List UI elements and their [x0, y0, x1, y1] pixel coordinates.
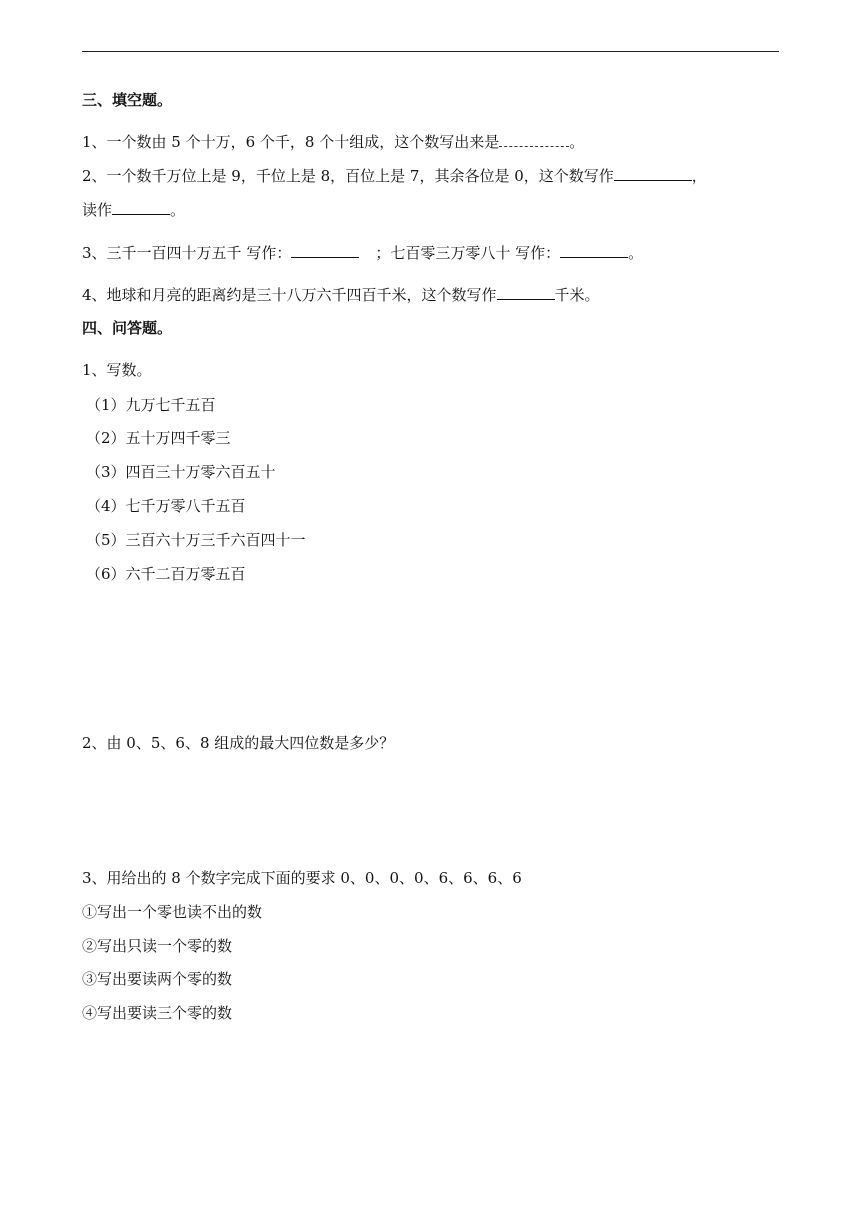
list-item: （3）四百三十万零六百五十: [86, 463, 276, 481]
question-3-3: [82, 242, 643, 263]
question-4-1-title: 1、写数。: [82, 361, 152, 379]
question-3-2-read-label: 读作: [82, 201, 113, 219]
answer-blank[interactable]: [560, 242, 628, 258]
question-3-4-text: 4、地球和月亮的距离约是三十八万六千四百千米，这个数写作: [82, 286, 497, 304]
list-item: ④写出要读三个零的数: [82, 1004, 233, 1022]
list-item: （1）九万七千五百: [86, 396, 216, 414]
list-item: （2）五十万四千零三: [86, 429, 231, 447]
question-3-3-mid: ；七百零三万零八十 写作：: [375, 244, 561, 262]
question-4-2: 2、由 0、5、6、8 组成的最大四位数是多少？: [82, 734, 395, 752]
list-item: （6）六千二百万零五百: [86, 565, 246, 583]
question-3-2: [82, 165, 707, 186]
list-item: ③写出要读两个零的数: [82, 970, 233, 988]
question-3-4: [82, 284, 600, 305]
question-3-2-text: 2、一个数千万位上是 9，千位上是 8，百位上是 7，其余各位是 0，这个数写作: [82, 167, 614, 185]
question-3-1-text: 1、一个数由 5 个十万，6 个千，8 个十组成，这个数写出来是: [82, 133, 500, 151]
list-item: （5）三百六十万三千六百四十一: [86, 531, 306, 549]
question-3-2-line2: [82, 199, 185, 220]
answer-blank[interactable]: [291, 242, 359, 258]
question-3-1-end: 。: [569, 133, 585, 151]
list-item: ①写出一个零也读不出的数: [82, 903, 263, 921]
question-3-3-part1: 3、三千一百四十万五千 写作：: [82, 244, 292, 262]
header-rule: [82, 51, 779, 52]
question-4-3: 3、用给出的 8 个数字完成下面的要求 0、0、0、0、6、6、6、6: [82, 869, 522, 887]
section-4-title: 四、问答题。: [82, 319, 173, 337]
list-item: ②写出只读一个零的数: [82, 937, 233, 955]
answer-blank[interactable]: [497, 284, 555, 300]
question-3-4-end: 千米。: [554, 286, 600, 304]
answer-blank[interactable]: [112, 199, 170, 215]
answer-blank[interactable]: [499, 131, 569, 147]
question-3-2-read-end: 。: [170, 201, 186, 219]
question-3-2-end: ，: [691, 167, 707, 185]
question-3-1: [82, 131, 584, 152]
question-3-3-end: 。: [628, 244, 644, 262]
list-item: （4）七千万零八千五百: [86, 497, 246, 515]
section-3-title: 三、填空题。: [82, 91, 173, 109]
answer-blank[interactable]: [614, 165, 692, 181]
